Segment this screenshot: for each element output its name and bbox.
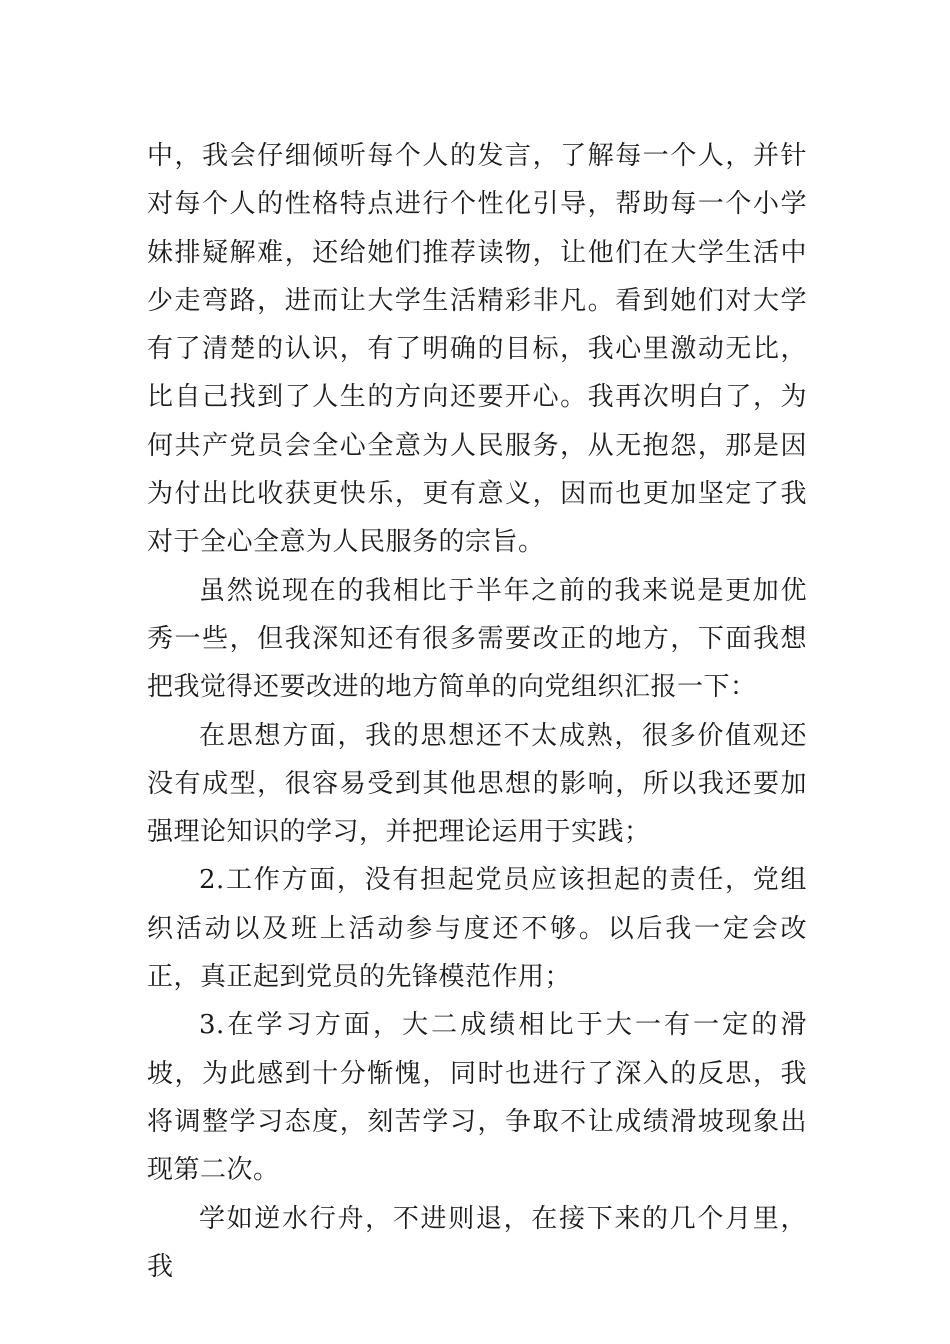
paragraph-thought-aspect: 在思想方面，我的思想还不太成熟，很多价值观还没有成型，很容易受到其他思想的影响，所以我还要加强理论知识的学习，并把理论运用于实践； [147, 720, 807, 848]
paragraph-work-aspect: 2.工作方面，没有担起党员应该担起的责任，党组织活动以及班上活动参与度还不够。以后我一定会改正，真正起到党员的先锋模范作用； [147, 865, 807, 993]
paragraph-closing-start: 学如逆水行舟，不进则退，在接下来的几个月里，我 [147, 1203, 807, 1282]
paragraph-self-assessment-intro: 虽然说现在的我相比于半年之前的我来说是更加优秀一些，但我深知还有很多需要改正的地方，下面我想把我觉得还要改进的地方简单的向党组织汇报一下： [147, 575, 807, 703]
paragraph-continuation: 中，我会仔细倾听每个人的发言，了解每一个人，并针对每个人的性格特点进行个性化引导，帮助每一个小学妹排疑解难，还给她们推荐读物，让他们在大学生活中少走弯路，进而让大学生活精彩非凡。看到她们对大学有了清楚的认识，有了明确的目标，我心里激动无比，比自己找到了人生的方向还要开心。我再次明白了，为何共产党员会全心全意为人民服务，从无抱怨，那是因为付出比收获更快乐，更有意义，因而也更加坚定了我对于全心全意为人民服务的宗旨。 [147, 141, 807, 558]
document-body [147, 132, 807, 1291]
paragraph-study-aspect: 3.在学习方面，大二成绩相比于大一有一定的滑坡，为此感到十分惭愧，同时也进行了深入的反思，我将调整学习态度，刻苦学习，争取不让成绩滑坡现象出现第二次。 [147, 1010, 807, 1186]
